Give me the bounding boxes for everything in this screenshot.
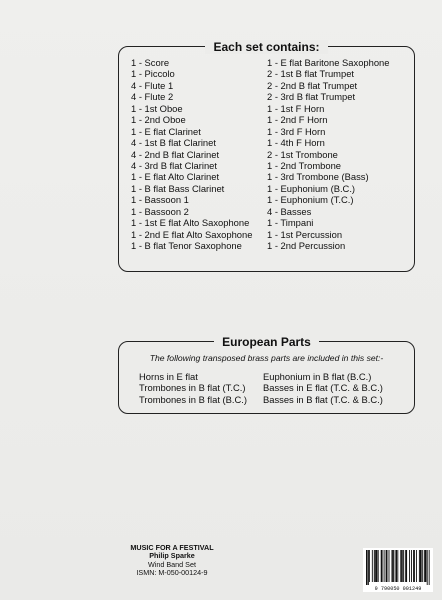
imprint (117, 544, 227, 578)
part-list-item: 4 - 2nd B flat Clarinet (131, 148, 220, 160)
part-list-item: 2 - 1st Trombone (267, 148, 338, 160)
european-part-item: Basses in E flat (T.C. & B.C.) (263, 382, 383, 394)
part-list-item: 1 - E flat Clarinet (131, 125, 201, 137)
part-list-item: 1 - 4th F Horn (267, 137, 325, 149)
part-list-item: 1 - 2nd Oboe (131, 114, 186, 126)
part-list-item: 1 - Euphonium (B.C.) (267, 182, 356, 194)
imprint-ismn: ISMN: M-050-00124-9 (136, 568, 208, 578)
set-contents-box (118, 40, 415, 272)
part-list-item: 1 - Timpani (267, 217, 314, 229)
part-list-item: 1 - 1st Oboe (131, 102, 183, 114)
part-list-item: 1 - 1st Percussion (267, 228, 343, 240)
imprint-title: MUSIC FOR A FESTIVAL (130, 543, 214, 552)
set-contents-left-column (131, 57, 252, 251)
part-list-item: 2 - 1st B flat Trumpet (267, 68, 355, 80)
european-parts-title: European Parts (214, 335, 319, 349)
part-list-item: 4 - Flute 1 (131, 79, 174, 91)
part-list-item: 1 - Piccolo (131, 68, 175, 80)
part-list-item: 2 - 2nd B flat Trumpet (267, 79, 358, 91)
part-list-item: 1 - B flat Bass Clarinet (131, 182, 225, 194)
imprint-composer: Philip Sparke (149, 551, 195, 561)
barcode-number: 9 790050 001249 (374, 586, 422, 592)
part-list-item: 1 - 1st F Horn (267, 102, 325, 114)
barcode-graphic (363, 548, 433, 592)
european-part-item: Trombones in B flat (T.C.) (139, 382, 246, 394)
part-list-item: 1 - 3rd F Horn (267, 125, 326, 137)
part-list-item: 1 - 2nd Trombone (267, 159, 342, 171)
part-list-item: 1 - 3rd Trombone (Bass) (267, 171, 369, 183)
european-part-item: Basses in B flat (T.C. & B.C.) (263, 393, 383, 405)
part-list-item: 4 - 1st B flat Clarinet (131, 137, 216, 149)
part-list-item: 1 - E flat Baritone Saxophone (267, 57, 390, 68)
part-list-item: 1 - 2nd E flat Alto Saxophone (131, 228, 253, 240)
part-list-item: 4 - Basses (267, 205, 312, 217)
part-list-item: 2 - 3rd B flat Trumpet (267, 91, 356, 103)
part-list-item: 1 - 2nd Percussion (267, 240, 346, 251)
european-part-item: Horns in E flat (139, 371, 198, 382)
european-parts-left-column (139, 371, 247, 405)
part-list-item: 1 - 1st E flat Alto Saxophone (131, 217, 250, 229)
barcode (363, 548, 433, 592)
part-list-item: 1 - E flat Alto Clarinet (131, 171, 220, 183)
part-list-item: 1 - Bassoon 1 (131, 194, 189, 206)
part-list-item: 1 - B flat Tenor Saxophone (131, 240, 242, 251)
part-list-item: 4 - Flute 2 (131, 91, 174, 103)
european-parts-box (118, 335, 415, 414)
part-list-item: 1 - Bassoon 2 (131, 205, 189, 217)
european-part-item: Trombones in B flat (B.C.) (139, 393, 248, 405)
set-contents-title: Each set contains: (205, 40, 327, 54)
set-contents-right-column (267, 57, 389, 251)
part-list-item: 1 - Euphonium (T.C.) (267, 194, 354, 206)
european-parts-intro: The following transposed brass parts are included in this set:- (149, 353, 384, 363)
european-parts-right-column (263, 371, 383, 405)
imprint-edition: Wind Band Set (148, 559, 196, 569)
part-list-item: 4 - 3rd B flat Clarinet (131, 159, 217, 171)
part-list-item: 1 - 2nd F Horn (267, 114, 328, 126)
european-part-item: Euphonium in B flat (B.C.) (263, 371, 372, 382)
part-list-item: 1 - Score (131, 57, 170, 68)
